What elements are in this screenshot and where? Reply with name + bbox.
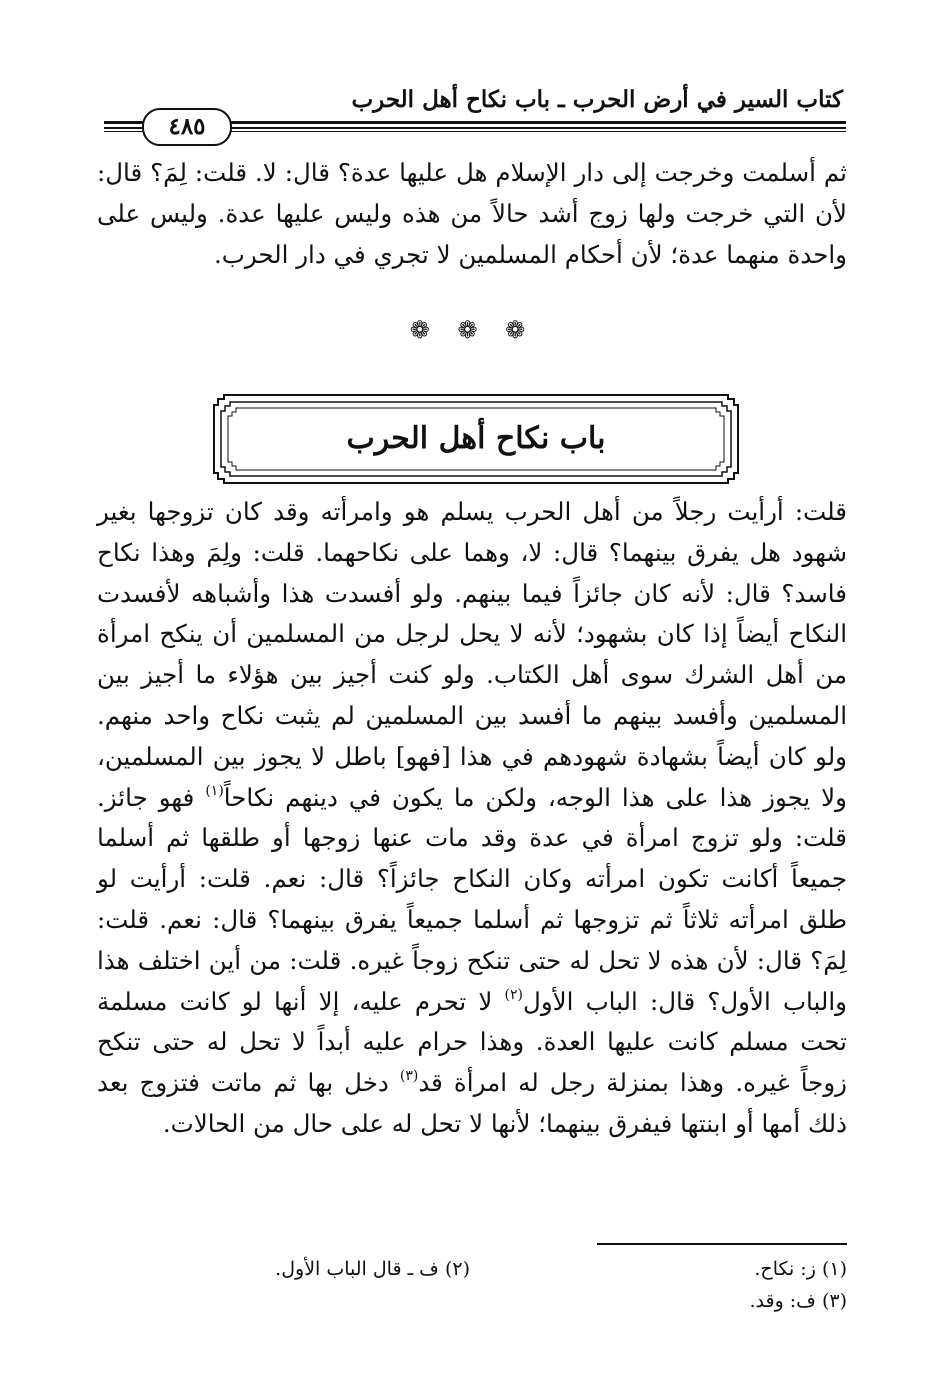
footnote-separator <box>597 1243 847 1245</box>
footnote-text: ف ـ قال الباب الأول. <box>275 1258 439 1280</box>
running-header-title: كتاب السير في أرض الحرب ـ باب نكاح أهل الحرب <box>351 86 843 113</box>
section-separator-ornament: ❁ ❁ ❁ <box>409 316 536 344</box>
footnote-3 <box>749 1290 847 1312</box>
footnote-marker-2: (٢) <box>504 986 524 1003</box>
footnote-marker-1: (١) <box>205 782 224 799</box>
body-text: فهو جائز. قلت: ولو تزوج امرأة في عدة وقد مات عنها زوجها أو طلقها ثم أسلما جميعاً أكانت تكون امرأته وكان النكاح جائزاً؟ قال: نعم. قلت: أرأيت لو طلق امرأته ثلاثاً ثم تزوجها ثم أسلما جميعاً يفرق بينهما؟ قال: نعم. قلت: لِمَ؟ قال: لأن هذه لا تحل له حتى تنكح زوجاً غيره. قلت: من أين اختلف هذا والباب الأول؟ قال: الباب الأول <box>97 782 847 1016</box>
body-text: لا تحرم عليه، إلا أنها لو كانت مسلمة تحت مسلم كانت عليها العدة. وهذا حرام عليه أبداً لا تحل له حتى تنكح زوجاً غيره. وهذا بمنزلة رجل له امرأة قد <box>97 986 847 1098</box>
main-paragraph <box>97 492 847 1145</box>
footnote-marker-3: (٣) <box>399 1068 419 1085</box>
footnote-text: ز: نكاح. <box>754 1258 816 1280</box>
body-text: قلت: أرأيت رجلاً من أهل الحرب يسلم هو وامرأته وقد كان تزوجها بغير شهود هل يفرق بينهما؟ قال: لا، وهما على نكاحهما. قلت: ولِمَ وهذا نكاح فاسد؟ قال: لأنه كان جائزاً فيما بينهم. ولو أفسدت هذا وأشباهه لأفسدت النكاح أيضاً إذا كان بشهود؛ لأنه لا يحل لرجل من المسلمين أن ينكح امرأة من أهل الشرك سوى أهل الكتاب. ولو كنت أجيز بين هؤلاء ما أجيز بين المسلمين وأفسد بينهم ما أفسد بين المسلمين لم يثبت نكاح واحد منهم. ولو كان أيضاً بشهادة شهودهم في هذا [فهو] باطل لا يجوز بين المسلمين، ولا يجوز هذا على هذا الوجه، ولكن ما يكون في دينهم نكاحاً <box>97 497 847 812</box>
footnote-number: (٣) <box>821 1290 847 1312</box>
body-text: دخل بها ثم ماتت فتزوج بعد ذلك أمها أو ابنتها فيفرق بينهما؛ لأنها لا تحل له على حال من الحالات. <box>97 1068 847 1138</box>
footnote-2 <box>275 1258 470 1280</box>
intro-paragraph: ثم أسلمت وخرجت إلى دار الإسلام هل عليها عدة؟ قال: لا. قلت: لِمَ؟ قال: لأن التي خرجت ولها زوج أشد حالاً من هذه وليس عليها عدة. وليس على واحدة منهما عدة؛ لأن أحكام المسلمين لا تجري في دار الحرب. <box>97 158 847 269</box>
footnote-text: ف: وقد. <box>749 1290 816 1312</box>
footnote-number: (٢) <box>444 1258 470 1280</box>
footnote-1 <box>754 1258 847 1280</box>
chapter-title: باب نكاح أهل الحرب <box>346 421 606 456</box>
chapter-title-frame <box>212 393 740 485</box>
footnote-number: (١) <box>821 1258 847 1280</box>
page-number: ٤٨٥ <box>142 108 232 146</box>
